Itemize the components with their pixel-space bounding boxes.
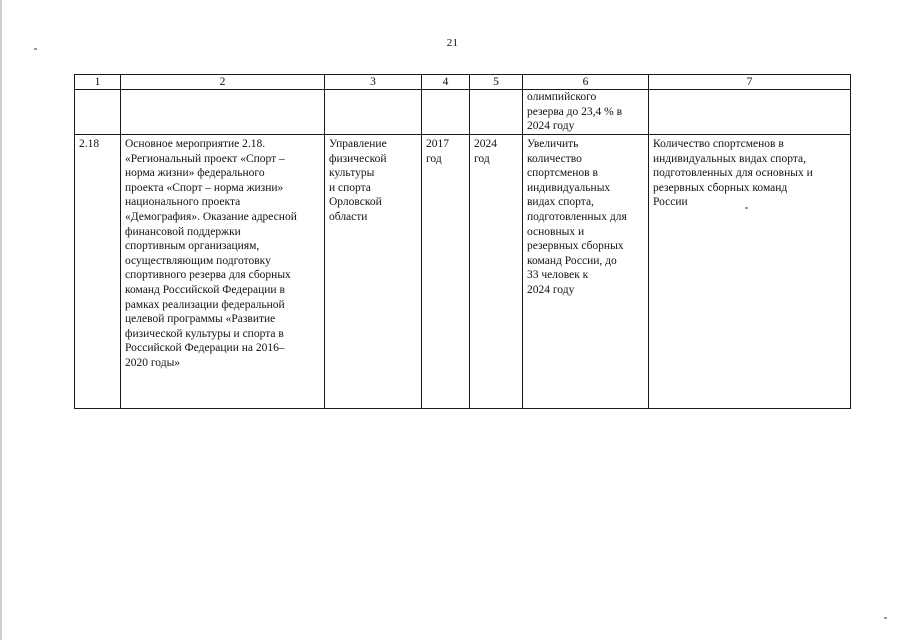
table-row — [75, 90, 851, 135]
end-year-cell — [470, 90, 523, 135]
expected-result-cell: Увеличить количество спортсменов в индивидуальных видах спорта, подготовленных для основных и резервных сборных команд России, до 33 человек к 2024 году — [523, 135, 649, 409]
measures-table — [74, 74, 851, 409]
column-header: 7 — [649, 75, 851, 90]
column-header: 1 — [75, 75, 121, 90]
table-row — [75, 135, 851, 409]
column-header: 4 — [422, 75, 470, 90]
row-number-cell: 2.18 — [75, 135, 121, 409]
measure-name-cell — [121, 90, 325, 135]
column-header: 3 — [325, 75, 422, 90]
expected-result-cell: олимпийского резерва до 23,4 % в 2024 году — [523, 90, 649, 135]
column-header: 6 — [523, 75, 649, 90]
executor-cell: Управление физической культуры и спорта Орловской области — [325, 135, 422, 409]
indicator-cell: Количество спортсменов в индивидуальных видах спорта, подготовленных для основных и резервных сборных команд России — [649, 135, 851, 409]
start-year-cell — [422, 90, 470, 135]
scan-speck — [884, 617, 887, 619]
column-header: 5 — [470, 75, 523, 90]
column-header: 2 — [121, 75, 325, 90]
executor-cell — [325, 90, 422, 135]
measure-name-cell: Основное мероприятие 2.18. «Региональный проект «Спорт – норма жизни» федерального проекта «Спорт – норма жизни» национального проекта «Демография». Оказание адресной финансовой поддержки спортивным организациям, осуществляющим подготовку спортивного резерва для сборных команд Российской Федерации в рамках реализации федеральной целевой программы «Развитие физической культуры и спорта в Российской Федерации на 2016– 2020 годы» — [121, 135, 325, 409]
table-header-row — [75, 75, 851, 90]
indicator-cell — [649, 90, 851, 135]
scan-margin-shadow — [0, 0, 2, 640]
start-year-cell: 2017 год — [422, 135, 470, 409]
end-year-cell: 2024 год — [470, 135, 523, 409]
page-number: 21 — [446, 37, 459, 49]
row-number-cell — [75, 90, 121, 135]
